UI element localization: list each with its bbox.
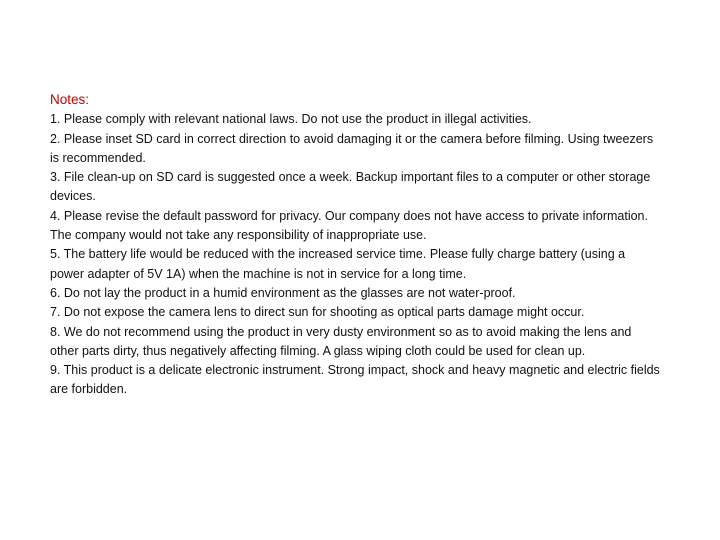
note-item-4: 4. Please revise the default password for privacy. Our company does not have access to private information. The company would not take any responsibility of inappropriate use. (50, 208, 648, 243)
note-item-7: 7. Do not expose the camera lens to direct sun for shooting as optical parts damage might occur. (50, 305, 585, 320)
notes-section (50, 90, 660, 400)
note-item-2: 2. Please inset SD card in correct direction to avoid damaging it or the camera before filming. Using tweezers is recommended. (50, 131, 654, 165)
note-item-6: 6. Do not lay the product in a humid environment as the glasses are not water-proof. (50, 285, 516, 300)
note-item-5: 5. The battery life would be reduced with the increased service time. Please fully charge battery (using a power adapter of 5V 1A) when the machine is not in service for a long time. (50, 247, 626, 281)
note-item-3: 3. File clean-up on SD card is suggested once a week. Backup important files to a computer or other storage devices. (50, 170, 651, 204)
note-item-9: 9. This product is a delicate electronic instrument. Strong impact, shock and heavy magnetic and electric fields are forbidden. (50, 363, 660, 397)
notes-title: Notes: (50, 92, 90, 107)
note-item-1: 1. Please comply with relevant national laws. Do not use the product in illegal activities. (50, 112, 532, 127)
note-item-8: 8. We do not recommend using the product in very dusty environment so as to avoid making the lens and other parts dirty, thus negatively affecting filming. A glass wiping cloth could be used for clean up. (50, 324, 632, 358)
